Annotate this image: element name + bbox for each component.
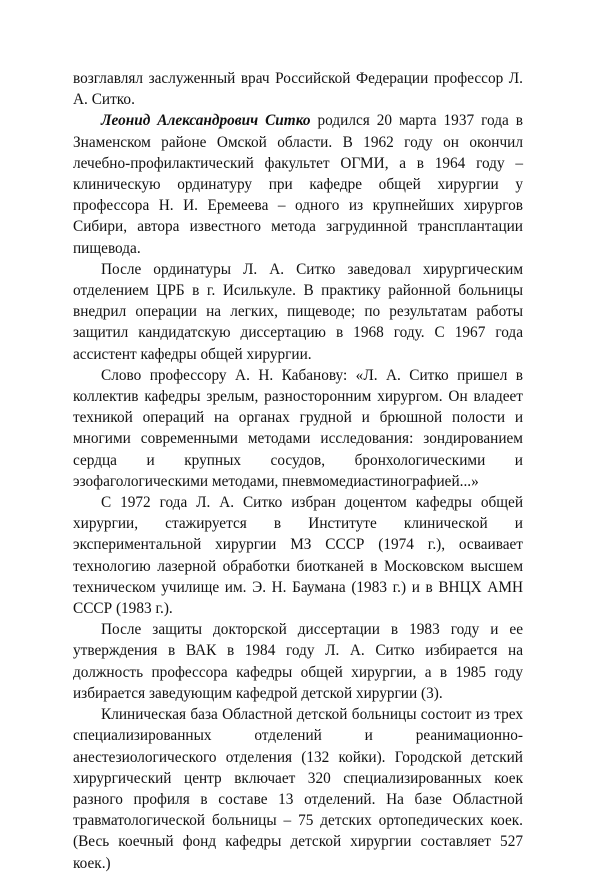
- paragraph-text: После ординатуры Л. А. Ситко заведовал хирургическим отделением ЦРБ в г. Исилькуле. В практику районной больницы внедрил операции на легких, пищеводе; по результатам работы защитил кандидатскую диссертацию в 1968 году. С 1967 года ассистент кафедры общей хирургии.: [73, 260, 523, 363]
- paragraph-text: Слово профессору А. Н. Кабанову: «Л. А. Ситко пришел в коллектив кафедры зрелым, разносторонним хирургом. Он владеет техникой операций на органах грудной и брюшной полости и многими современными методами исследования: зондированием сердца и крупных сосудов, бронхологическими и эзофагологическими методами, пневмомедиастинографией...»: [73, 366, 523, 490]
- paragraph-biography: [73, 110, 523, 258]
- person-name: Леонид Александрович Ситко: [101, 112, 311, 130]
- paragraph-quote: [73, 365, 523, 492]
- document-page: [73, 68, 523, 874]
- paragraph-clinical-base: [73, 704, 523, 874]
- paragraph-text: После защиты докторской диссертации в 1983 году и ее утверждения в ВАК в 1984 году Л. А. Ситко избирается на должность профессора кафедры общей хирургии, а в 1985 году избирается заведующим кафедрой детской хирургии (3).: [73, 621, 523, 702]
- paragraph-continuation: [73, 68, 523, 110]
- paragraph-career: [73, 492, 523, 619]
- paragraph-text: родился 20 марта 1937 года в Знаменском районе Омской области. В 1962 году он окончил лечебно-профилактический факультет ОГМИ, а в 1964 году – клиническую ординатуру при кафедре общей хирургии у профессора Н. И. Еремеева – одного из крупнейших хирургов Сибири, автора известного метода загрудинной трансплантации пищевода.: [73, 112, 523, 257]
- paragraph-text: С 1972 года Л. А. Ситко избран доцентом кафедры общей хирургии, стажируется в Институте клинической и экспериментальной хирургии МЗ СССР (1974 г.), осваивает технологию лазерной обработки биотканей в Московском высшем техническом училище им. Э. Н. Баумана (1983 г.) и в ВНЦХ АМН СССР (1983 г.).: [73, 494, 523, 618]
- paragraph-professorship: [73, 619, 523, 704]
- paragraph-residency: [73, 259, 523, 365]
- paragraph-text: Клиническая база Областной детской больницы состоит из трех специализированных отделений и реанимационно-анестезиологического отделения (132 койки). Городской детский хирургический центр включает 320 специализированных коек разного профиля в составе 13 отделений. На базе Областной травматологической больницы – 75 детских ортопедических коек. (Весь коечный фонд кафедры детской хирургии составляет 527 коек.): [73, 706, 523, 872]
- paragraph-text: возглавлял заслуженный врач Российской Федерации профессор Л. А. Ситко.: [73, 70, 523, 109]
